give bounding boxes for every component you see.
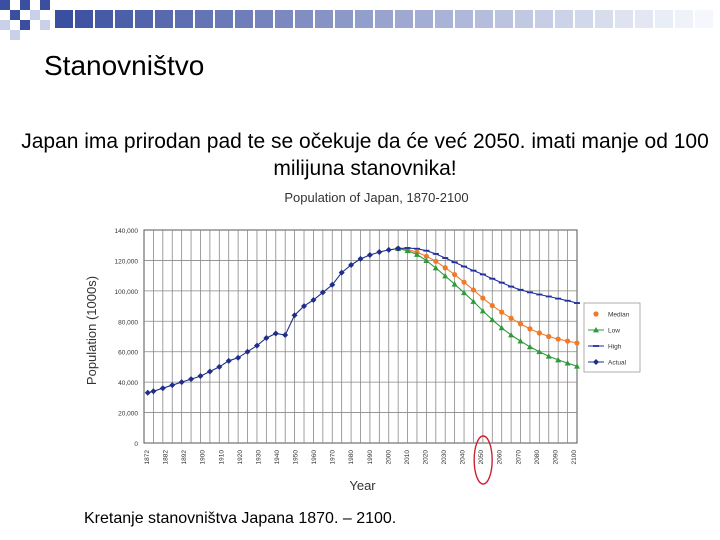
data-point bbox=[536, 294, 542, 296]
data-point bbox=[527, 291, 533, 293]
legend-label: Median bbox=[608, 311, 630, 319]
data-point bbox=[527, 326, 532, 331]
legend-label: Actual bbox=[608, 359, 627, 367]
x-tick-label: 2010 bbox=[403, 450, 411, 465]
x-tick-label: 1940 bbox=[273, 450, 281, 465]
data-point bbox=[565, 300, 571, 302]
data-point bbox=[414, 248, 420, 250]
data-point bbox=[489, 278, 495, 280]
data-point bbox=[518, 289, 524, 291]
data-point bbox=[423, 250, 429, 252]
data-point bbox=[433, 259, 438, 264]
x-axis-label: Year bbox=[349, 478, 376, 493]
data-point bbox=[433, 253, 439, 255]
data-point bbox=[537, 330, 542, 335]
data-point bbox=[556, 336, 561, 341]
data-point bbox=[405, 247, 411, 249]
data-point bbox=[574, 302, 580, 304]
data-point bbox=[490, 303, 495, 308]
x-tick-label: 1882 bbox=[162, 450, 170, 465]
x-tick-label: 1872 bbox=[144, 450, 151, 465]
y-tick-label: 40,000 bbox=[118, 380, 138, 388]
x-tick-label: 2020 bbox=[422, 450, 430, 465]
data-point bbox=[546, 334, 551, 339]
x-tick-label: 1970 bbox=[329, 450, 337, 465]
data-point bbox=[499, 282, 505, 284]
x-tick-label: 2050 bbox=[478, 450, 486, 465]
x-tick-label: 1900 bbox=[199, 450, 207, 465]
y-tick-label: 140,000 bbox=[114, 228, 138, 235]
x-tick-label: 1930 bbox=[255, 450, 263, 465]
data-point bbox=[442, 257, 448, 259]
x-tick-label: 2090 bbox=[552, 450, 560, 465]
y-axis-label: Population (1000s) bbox=[84, 275, 99, 386]
x-tick-label: 1980 bbox=[348, 450, 356, 465]
y-tick-label: 80,000 bbox=[118, 319, 138, 327]
data-point bbox=[565, 338, 570, 343]
data-point bbox=[461, 266, 467, 268]
legend-label: Low bbox=[608, 327, 620, 335]
x-tick-label: 2060 bbox=[496, 450, 504, 465]
y-tick-label: 0 bbox=[134, 441, 138, 448]
x-tick-label: 2070 bbox=[515, 450, 523, 465]
data-point bbox=[461, 280, 466, 285]
x-tick-label: 1960 bbox=[311, 450, 319, 465]
x-tick-label: 2100 bbox=[571, 450, 578, 465]
y-tick-label: 60,000 bbox=[118, 349, 138, 357]
data-point bbox=[480, 296, 485, 301]
data-point bbox=[470, 270, 476, 272]
legend-label: High bbox=[608, 343, 622, 351]
y-tick-label: 120,000 bbox=[114, 258, 138, 266]
data-point bbox=[509, 316, 514, 321]
x-tick-label: 1910 bbox=[218, 450, 226, 465]
data-point bbox=[443, 265, 448, 270]
x-tick-label: 2080 bbox=[533, 450, 541, 465]
slide-caption: Kretanje stanovništva Japana 1870. – 2100. bbox=[84, 510, 397, 527]
chart-title: Population of Japan, 1870-2100 bbox=[284, 190, 469, 205]
x-tick-label: 2000 bbox=[385, 450, 393, 465]
data-point bbox=[546, 296, 552, 298]
data-point bbox=[574, 340, 579, 345]
x-tick-label: 1920 bbox=[236, 450, 244, 465]
data-point bbox=[452, 272, 457, 277]
data-point bbox=[593, 311, 598, 316]
y-tick-label: 20,000 bbox=[118, 410, 138, 418]
legend bbox=[584, 303, 640, 372]
data-point bbox=[499, 310, 504, 315]
data-point bbox=[508, 286, 514, 288]
slide-title: Stanovništvo bbox=[44, 50, 205, 81]
x-tick-label: 1990 bbox=[366, 450, 374, 465]
data-point bbox=[555, 298, 561, 300]
data-point bbox=[518, 321, 523, 326]
slide-body-text: Japan ima prirodan pad te se očekuje da će već 2050. imati manje od 100 milijuna stanovnika! bbox=[21, 130, 709, 180]
data-point bbox=[471, 287, 476, 292]
x-tick-label: 1892 bbox=[181, 450, 189, 465]
x-tick-label: 2040 bbox=[459, 450, 467, 465]
data-point bbox=[480, 274, 486, 276]
data-point bbox=[452, 261, 458, 263]
y-tick-label: 100,000 bbox=[114, 288, 138, 296]
data-point bbox=[593, 345, 599, 347]
x-tick-label: 2030 bbox=[441, 450, 449, 465]
x-tick-label: 1950 bbox=[292, 450, 300, 465]
